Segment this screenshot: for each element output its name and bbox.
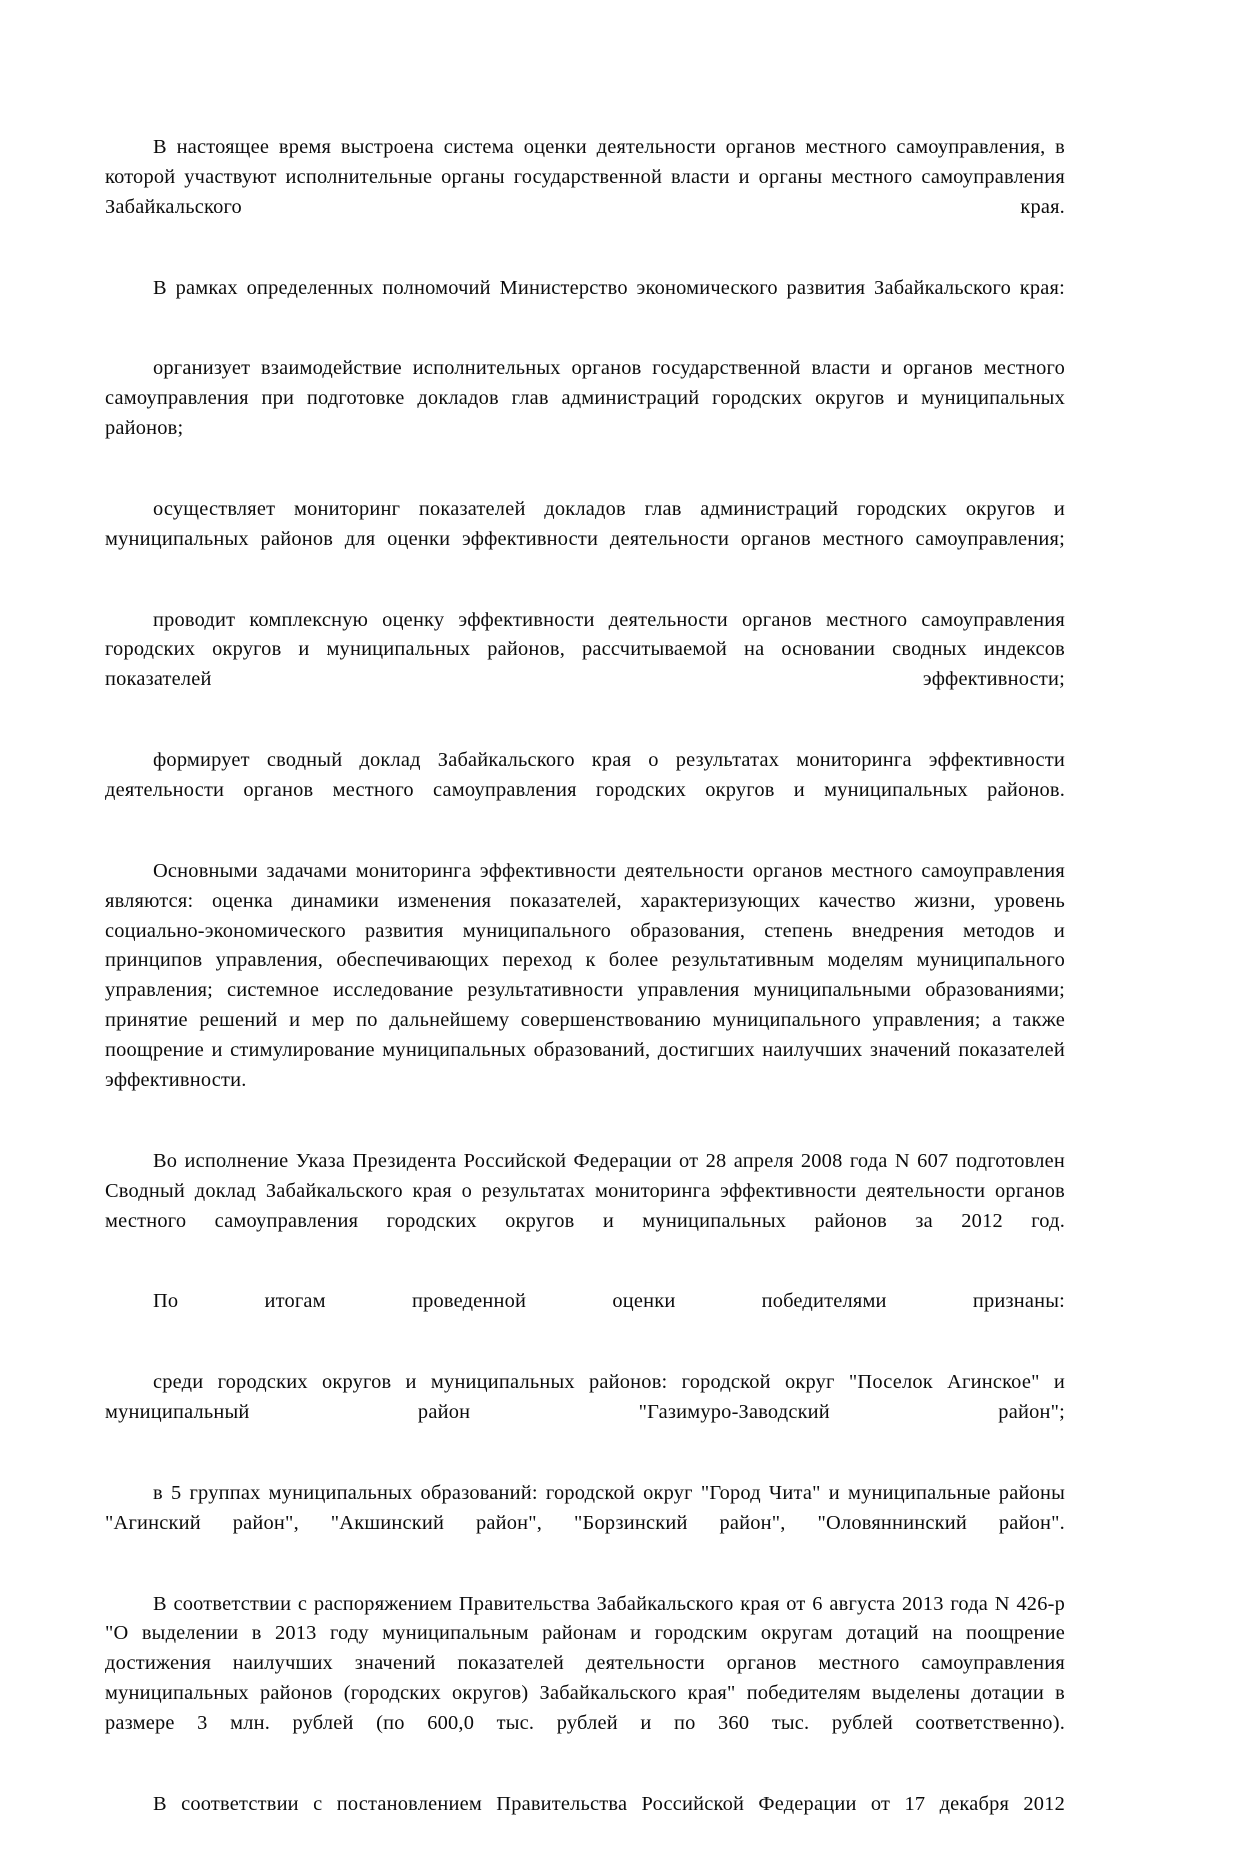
paragraph: По итогам проведенной оценки победителями признаны: <box>153 1290 1065 1313</box>
paragraph: Во исполнение Указа Президента Российской Федерации от 28 апреля 2008 года N 607 подготовлен Сводный доклад Забайкальского края о результатах мониторинга эффективности деятельности органов местного самоуправления городских округов и муниципальных районов за 2012 год. <box>105 1149 1065 1232</box>
paragraph: в 5 группах муниципальных образований: городской округ "Город Чита" и муниципальные районы "Агинский район", "Акшинский район", "Борзинский район", "Оловяннинский район". <box>105 1481 1065 1534</box>
paragraph: Основными задачами мониторинга эффективности деятельности органов местного самоуправления являются: оценка динамики изменения показателей, характеризующих качество жизни, уровень социально-экономического развития муниципального образования, степень внедрения методов и принципов управления, обеспечивающих переход к более результативным моделям муниципального управления; системное исследование результативности управления муниципальными образованиями; принятие решений и мер по дальнейшему совершенствованию муниципального управления; а также поощрение и стимулирование муниципальных образований, достигших наилучших значений показателей эффективности. <box>105 859 1065 1092</box>
paragraph: формирует сводный доклад Забайкальского края о результатах мониторинга эффективности деятельности органов местного самоуправления городских округов и муниципальных районов. <box>105 749 1065 802</box>
paragraph: организует взаимодействие исполнительных органов государственной власти и органов местного самоуправления при подготовке докладов глав администраций городских округов и муниципальных районов; <box>105 357 1065 440</box>
paragraph: В соответствии с распоряжением Правительства Забайкальского края от 6 августа 2013 года N 426-р "О выделении в 2013 году муниципальным районам и городским округам дотаций на поощрение достижения наилучших значений показателей деятельности органов местного самоуправления муниципальных районов (городских округов) Забайкальского края" победителям выделены дотации в размере 3 млн. рублей (по 600,0 тыс. рублей и по 360 тыс. рублей соответственно). <box>105 1592 1065 1735</box>
paragraph: среди городских округов и муниципальных районов: городской округ "Поселок Агинское" и муниципальный район "Газимуро-Заводский район"; <box>105 1371 1065 1424</box>
paragraph: проводит комплексную оценку эффективности деятельности органов местного самоуправления городских округов и муниципальных районов, рассчитываемой на основании сводных индексов показателей эффективности; <box>105 608 1065 691</box>
paragraph: В рамках определенных полномочий Министерство экономического развития Забайкальского края: <box>153 276 1065 299</box>
paragraph: В настоящее время выстроена система оценки деятельности органов местного самоуправления, в которой участвуют исполнительные органы государственной власти и органы местного самоуправления Забайкальского края. <box>105 136 1065 218</box>
paragraph: осуществляет мониторинг показателей докладов глав администраций городских округов и муниципальных районов для оценки эффективности деятельности органов местного самоуправления; <box>105 497 1065 550</box>
paragraph: В соответствии с постановлением Правительства Российской Федерации от 17 декабря 2012 <box>153 1792 1065 1815</box>
document-text-body <box>105 133 1065 1850</box>
